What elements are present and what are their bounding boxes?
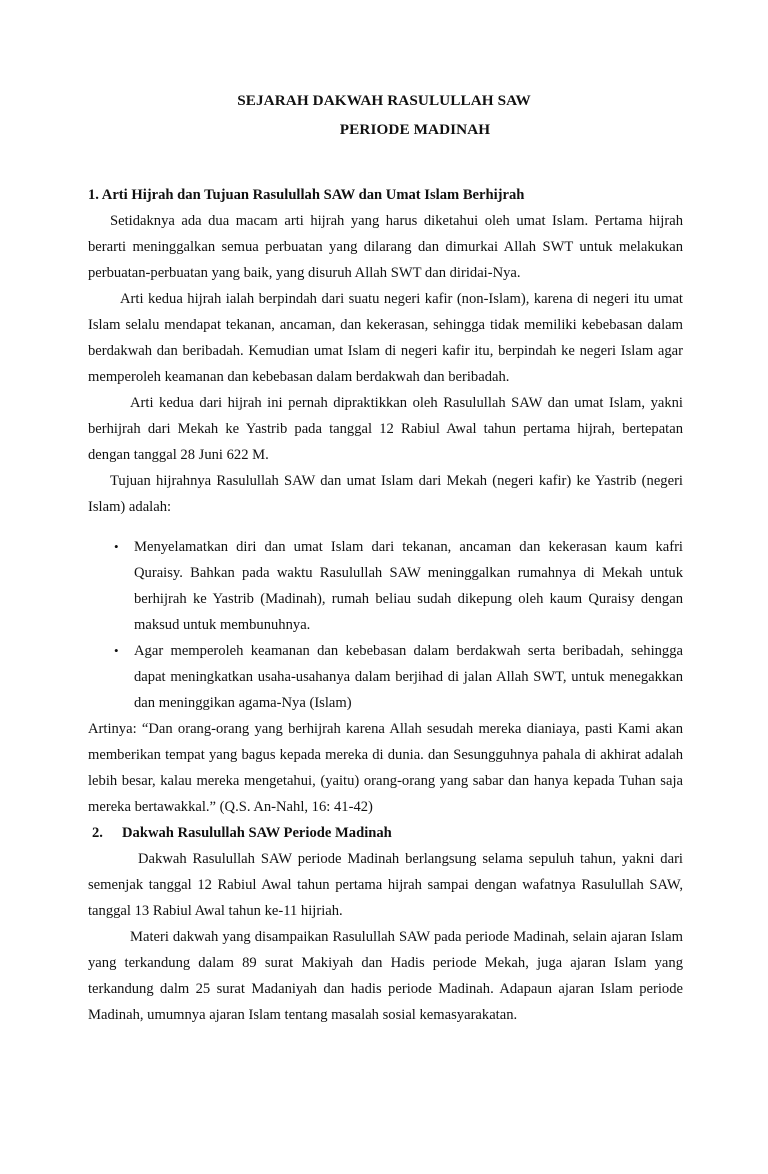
list-item-text: Agar memperoleh keamanan dan kebebasan dalam berdakwah serta beribadah, sehingga dapat meningkatkan usaha-usahanya dalam berjihad di jalan Allah SWT, untuk menegakkan dan meninggikan agama-Nya (Islam) (134, 643, 683, 711)
list-item (88, 534, 683, 638)
section-2-paragraph-2: Materi dakwah yang disampaikan Rasulullah SAW pada periode Madinah, selain ajaran Islam yang terkandung dalam 89 surat Makiyah dan Hadis periode Mekah, juga ajaran Islam yang terkandung dalm 25 surat Madaniyah dan hadis periode Madinah. Adapaun ajaran Islam periode Madinah, umumnya ajaran Islam tentang masalah sosial kemasyarakatan. (88, 929, 683, 1023)
document-subtitle-text: PERIODE MADINAH (339, 121, 491, 138)
section-2-paragraph-1: Dakwah Rasulullah SAW periode Madinah berlangsung selama sepuluh tahun, yakni dari semenjak tanggal 12 Rabiul Awal tahun pertama hijrah sampai dengan wafatnya Rasulullah SAW, tanggal 13 Rabiul Awal tahun ke-11 hijriah. (88, 851, 683, 919)
bullet-icon: • (114, 539, 119, 554)
list-item (88, 638, 683, 716)
document-body (88, 182, 683, 1028)
document-subtitle (0, 121, 768, 139)
hijrah-goals-list (88, 534, 683, 716)
section-1-paragraph-4: Tujuan hijrahnya Rasulullah SAW dan umat Islam dari Mekah (negeri kafir) ke Yastrib (negeri Islam) adalah: (88, 473, 683, 515)
section-1-heading: 1. Arti Hijrah dan Tujuan Rasulullah SAW dan Umat Islam Berhijrah (88, 187, 525, 203)
section-2-heading (88, 820, 683, 846)
section-2-number: 2. (92, 825, 103, 841)
bullet-icon: • (114, 643, 119, 658)
list-item-text: Menyelamatkan diri dan umat Islam dari tekanan, ancaman dan kekerasan kaum kafri Quraisy. Bahkan pada waktu Rasulullah SAW meninggalkan rumahnya di Mekah untuk berhijrah ke Yastrib (Madinah), rumah beliau sudah dikepung oleh kaum Quraisy dengan maksud untuk membunuhnya. (134, 539, 683, 633)
section-1-paragraph-1: Setidaknya ada dua macam arti hijrah yang harus diketahui oleh umat Islam. Pertama hijrah berarti meninggalkan semua perbuatan yang dilarang dan dimurkai Allah SWT untuk melakukan perbuatan-perbuatan yang baik, yang disuruh Allah SWT dan diridai-Nya. (88, 213, 683, 281)
document-title: SEJARAH DAKWAH RASULULLAH SAW (237, 92, 531, 109)
section-1-paragraph-2: Arti kedua hijrah ialah berpindah dari suatu negeri kafir (non-Islam), karena di negeri itu umat Islam selalu mendapat tekanan, ancaman, dan kekerasan, sehingga tidak memiliki kebebasan dalam berdakwah dan beribadah. Kemudian umat Islam di negeri kafir itu, berpindah ke negeri Islam agar memperoleh keamanan dan kebebasan dalam berdakwah dan beribadah. (88, 291, 683, 385)
section-2-title: Dakwah Rasulullah SAW Periode Madinah (122, 825, 392, 841)
quran-quote: Artinya: “Dan orang-orang yang berhijrah karena Allah sesudah mereka dianiaya, pasti Kami akan memberikan tempat yang bagus kepada mereka di dunia. dan Sesungguhnya pahala di akhirat adalah lebih besar, kalau mereka mengetahui, (yaitu) orang-orang yang sabar dan hanya kepada Tuhan saja mereka bertawakkal.” (Q.S. An-Nahl, 16: 41-42) (88, 721, 683, 815)
section-1-paragraph-3: Arti kedua dari hijrah ini pernah dipraktikkan oleh Rasulullah SAW dan umat Islam, yakni berhijrah dari Mekah ke Yastrib pada tanggal 12 Rabiul Awal tahun pertama hijrah, bertepatan dengan tanggal 28 Juni 622 M. (88, 395, 683, 463)
